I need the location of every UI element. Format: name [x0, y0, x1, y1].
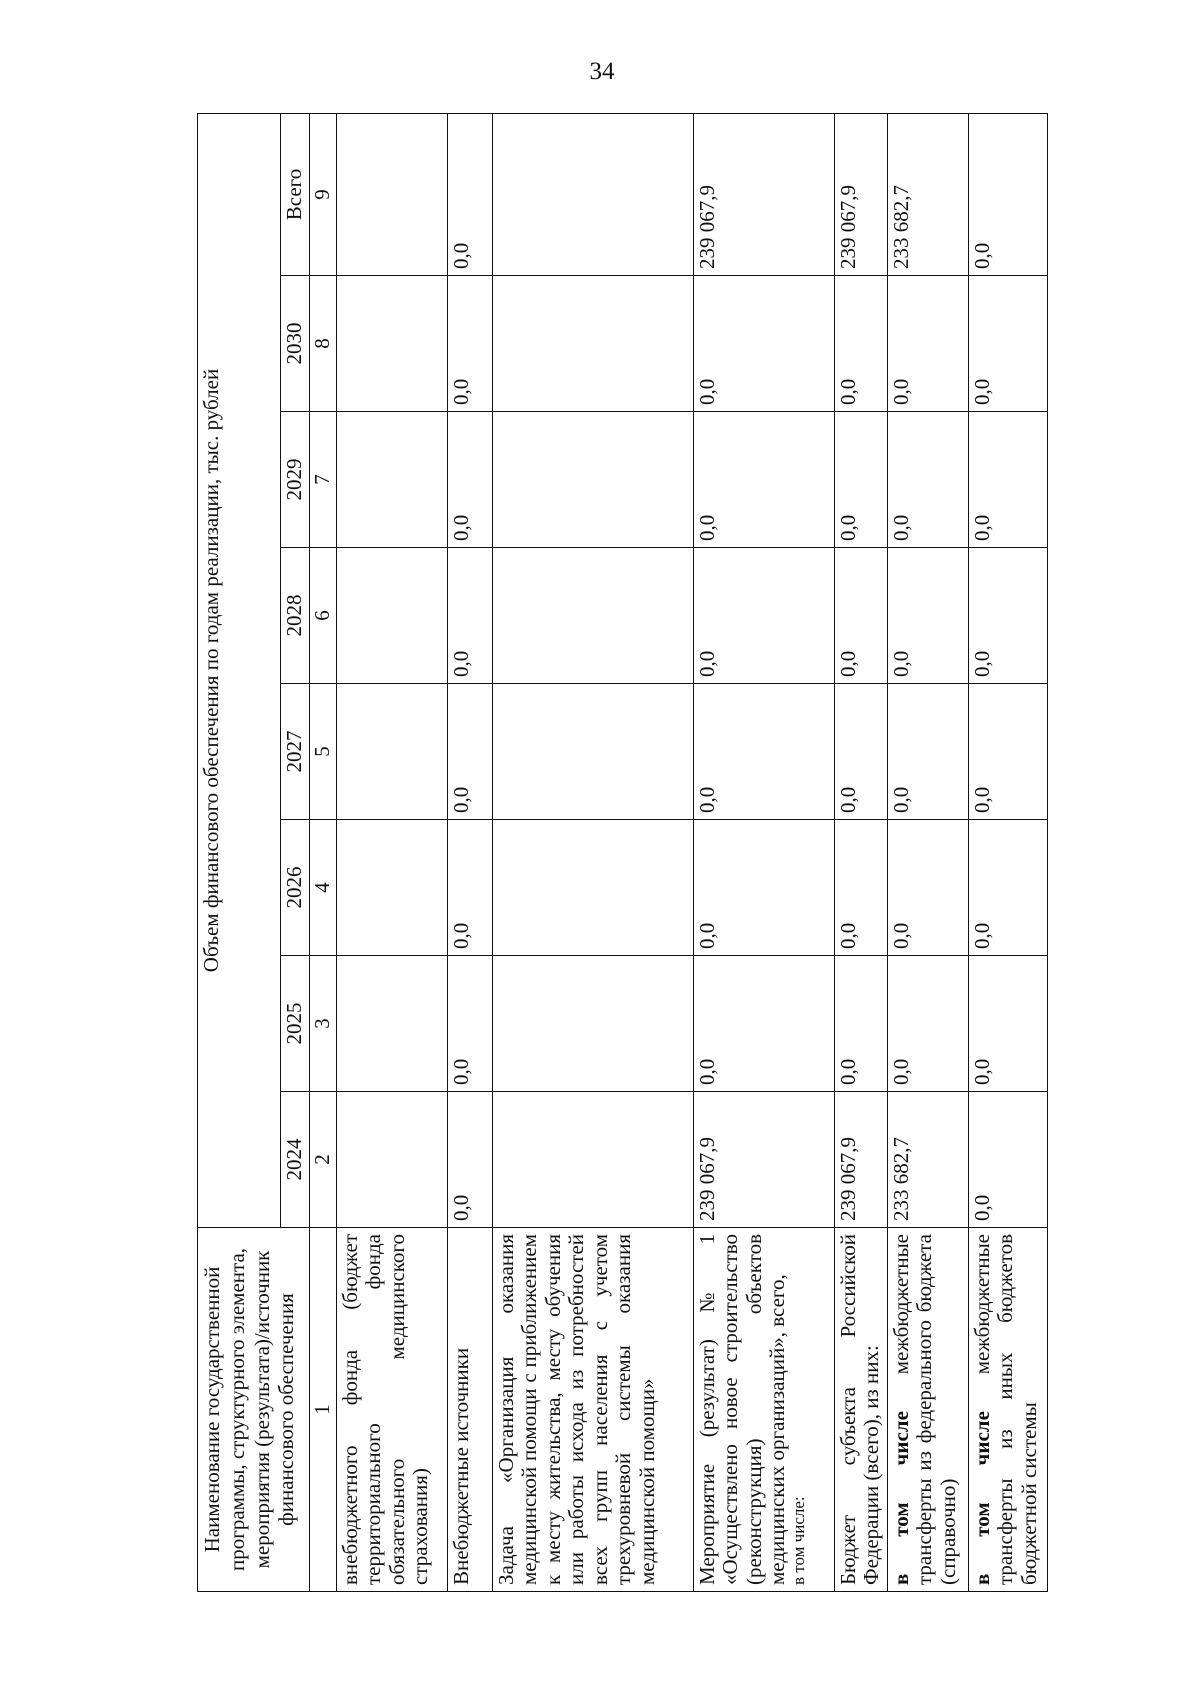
- cell-total: [492, 113, 693, 275]
- cell-2027: 0,0: [887, 684, 968, 820]
- cell-2029: 0,0: [693, 412, 834, 548]
- cell-2028: 0,0: [447, 548, 492, 684]
- cell-2027: [336, 684, 447, 820]
- cell-2024: 233 682,7: [887, 1092, 968, 1228]
- year-header: 2029: [281, 412, 310, 548]
- column-number: 8: [309, 276, 336, 412]
- cell-2025: 0,0: [693, 956, 834, 1092]
- cell-2027: 0,0: [834, 684, 887, 820]
- table-row: [968, 113, 1047, 1591]
- year-header: 2030: [281, 276, 310, 412]
- cell-2029: 0,0: [834, 412, 887, 548]
- cell-2029: 0,0: [447, 412, 492, 548]
- row-name: Внебюджетные источники: [447, 1228, 492, 1592]
- cell-2026: [336, 820, 447, 956]
- cell-2030: 0,0: [968, 276, 1047, 412]
- year-header: 2028: [281, 548, 310, 684]
- cell-total: 233 682,7: [887, 113, 968, 275]
- financing-table-rotated: [197, 114, 1132, 1592]
- cell-2024: [492, 1092, 693, 1228]
- row-name-prefix: в том числе: [969, 1411, 994, 1585]
- cell-2029: [336, 412, 447, 548]
- cell-2026: [492, 820, 693, 956]
- cell-2026: 0,0: [693, 820, 834, 956]
- row-name-text: межбюджетные трансферты из иных бюджетов бюджетной системы: [969, 1234, 1041, 1585]
- cell-2028: 0,0: [693, 548, 834, 684]
- financing-table: [197, 113, 1048, 1592]
- row-name: [887, 1228, 968, 1592]
- table-row: [447, 113, 492, 1591]
- cell-2027: 0,0: [693, 684, 834, 820]
- column-number: 7: [309, 412, 336, 548]
- table-row: [834, 113, 887, 1591]
- row-name: Задача «Организация оказания медицинской помощи с приближением к месту жительства, месту обучения или работы исхода из потребностей всех групп населения с учетом трехуровневой системы оказания медицинской помощи»: [492, 1228, 693, 1592]
- page-number: 34: [589, 58, 615, 85]
- cell-2030: 0,0: [834, 276, 887, 412]
- row-name-text: Мероприятие (результат) № 1 «Осуществлено новое строительство (реконструкция) объектов медицинских организаций», всего,: [694, 1234, 790, 1585]
- cell-2025: 0,0: [834, 956, 887, 1092]
- year-header: 2024: [281, 1092, 310, 1228]
- year-header: 2027: [281, 684, 310, 820]
- cell-total: 239 067,9: [693, 113, 834, 275]
- cell-2028: [492, 548, 693, 684]
- cell-total: 0,0: [447, 113, 492, 275]
- cell-2027: 0,0: [968, 684, 1047, 820]
- column-numbers-row: [309, 113, 336, 1591]
- cell-2025: 0,0: [887, 956, 968, 1092]
- column-header-group: Объем финансового обеспечения по годам реализации, тыс. рублей: [198, 113, 281, 1227]
- cell-2026: 0,0: [887, 820, 968, 956]
- year-header: 2025: [281, 956, 310, 1092]
- cell-2026: 0,0: [447, 820, 492, 956]
- row-name-text: межбюджетные трансферты из федерального бюджета (справочно): [888, 1234, 960, 1585]
- cell-2030: [492, 276, 693, 412]
- column-number: 9: [309, 113, 336, 275]
- row-name-note: в том числе:: [788, 1496, 808, 1585]
- cell-2026: 0,0: [834, 820, 887, 956]
- cell-2028: [336, 548, 447, 684]
- cell-2025: 0,0: [447, 956, 492, 1092]
- cell-2028: 0,0: [834, 548, 887, 684]
- column-header-name: Наименование государственной программы, структурного элемента, мероприятия (результата)/источник финансового обеспечения: [198, 1228, 310, 1592]
- row-name: внебюджетного фонда (бюджет территориального фонда обязательного медицинского страхования): [336, 1228, 447, 1592]
- cell-total: [336, 113, 447, 275]
- column-number: 1: [309, 1228, 336, 1592]
- column-number: 5: [309, 684, 336, 820]
- cell-2025: [492, 956, 693, 1092]
- cell-2024: 239 067,9: [693, 1092, 834, 1228]
- column-number: 3: [309, 956, 336, 1092]
- cell-2025: 0,0: [968, 956, 1047, 1092]
- cell-2030: 0,0: [447, 276, 492, 412]
- cell-total: 0,0: [968, 113, 1047, 275]
- total-header: Всего: [281, 113, 310, 275]
- table-row: [693, 113, 834, 1591]
- table-row: [336, 113, 447, 1591]
- column-number: 4: [309, 820, 336, 956]
- row-name: [693, 1228, 834, 1592]
- cell-2024: 0,0: [447, 1092, 492, 1228]
- row-name: Бюджет субъекта Российской Федерации (всего), из них:: [834, 1228, 887, 1592]
- cell-2027: [492, 684, 693, 820]
- row-name-prefix: в том числе: [888, 1411, 913, 1585]
- cell-2029: [492, 412, 693, 548]
- table-row: [887, 113, 968, 1591]
- cell-2030: [336, 276, 447, 412]
- cell-2026: 0,0: [968, 820, 1047, 956]
- cell-2027: 0,0: [447, 684, 492, 820]
- cell-2028: 0,0: [968, 548, 1047, 684]
- year-header: 2026: [281, 820, 310, 956]
- cell-2025: [336, 956, 447, 1092]
- cell-2024: 0,0: [968, 1092, 1047, 1228]
- cell-2029: 0,0: [968, 412, 1047, 548]
- cell-2024: [336, 1092, 447, 1228]
- cell-2024: 239 067,9: [834, 1092, 887, 1228]
- cell-total: 239 067,9: [834, 113, 887, 275]
- cell-2029: 0,0: [887, 412, 968, 548]
- cell-2030: 0,0: [693, 276, 834, 412]
- cell-2030: 0,0: [887, 276, 968, 412]
- row-name: [968, 1228, 1047, 1592]
- table-row: [492, 113, 693, 1591]
- cell-2028: 0,0: [887, 548, 968, 684]
- column-number: 6: [309, 548, 336, 684]
- column-number: 2: [309, 1092, 336, 1228]
